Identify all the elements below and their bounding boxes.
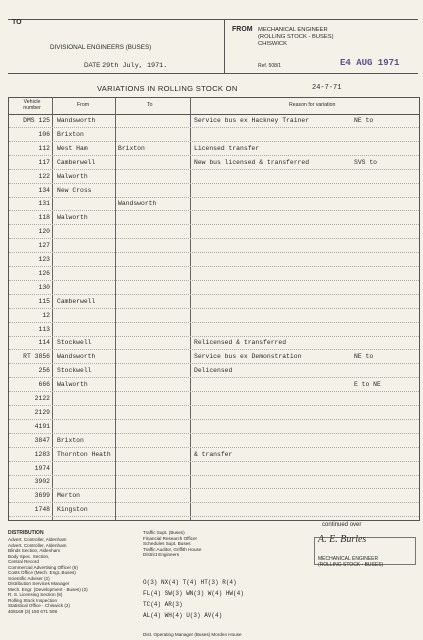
table-row [9, 449, 419, 462]
from-garage: Walworth [57, 172, 88, 180]
distribution-item: Advert. Controller, Aldenham [8, 542, 67, 548]
distribution-item: Advert. Controller, Aldenham [8, 537, 67, 542]
vehicle-number: 120 [38, 228, 50, 236]
vehicle-number: 106 [38, 130, 50, 138]
reason: Service bus ex Demonstration [194, 353, 302, 361]
distribution-item: TC(4) AR(3) [143, 601, 183, 608]
date-line [84, 62, 167, 70]
table-row [9, 365, 419, 378]
to-value: DIVISIONAL ENGINEERS (BUSES) [50, 44, 152, 51]
distribution-item: Rolling Stock Inspection [8, 597, 58, 603]
from-label: FROM [232, 26, 253, 33]
from-garage: West Ham [57, 144, 88, 152]
table-row [9, 282, 419, 295]
col-vehicle: Vehicle number [23, 99, 41, 111]
distribution-item: R. S. Licensing Section (8) [8, 592, 63, 597]
distribution-footer: Dist. Operating Manager (Buses) Morden House [143, 632, 242, 637]
distribution-item: Commercial Advertising Officer (6) [8, 564, 78, 570]
vehicle-number: 127 [38, 242, 50, 250]
col-from: From [77, 102, 90, 108]
signature-title-line: (ROLLING STOCK - BUSES) [318, 562, 384, 568]
table-row [9, 379, 419, 392]
from-garage: Kingston [57, 506, 88, 514]
vehicle-number: 3847 [34, 436, 50, 444]
date-label: DATE [84, 62, 101, 69]
distribution-item: Body Spec. Section, [8, 553, 50, 559]
vehicle-number: 134 [38, 186, 50, 194]
variations-table [8, 97, 420, 521]
vehicle-number: 112 [38, 144, 50, 152]
table-row [9, 115, 419, 128]
vehicle-number: 2129 [34, 408, 50, 416]
from-garage: Walworth [57, 214, 88, 222]
to-garage: Wandsworth [118, 200, 157, 208]
allocation-note: SVS to [354, 158, 378, 166]
table-row [9, 254, 419, 267]
col-reason: Reason for variation [289, 102, 336, 108]
distribution-list-left [8, 537, 126, 614]
table-row [9, 407, 419, 420]
from-garage: Thornton Heath [57, 450, 111, 458]
page-title: VARIATIONS IN ROLLING STOCK ON [97, 84, 238, 93]
vehicle-number: 117 [38, 158, 50, 166]
vehicle-number: 122 [38, 172, 50, 180]
from-garage: Camberwell [57, 158, 96, 166]
vehicle-number: 256 [38, 367, 50, 375]
table-row [9, 421, 419, 434]
table-row [9, 171, 419, 184]
from-line: MECHANICAL ENGINEER [258, 27, 328, 33]
vehicle-number: 126 [38, 269, 50, 277]
col-to: To [147, 102, 153, 108]
table-row [9, 185, 419, 198]
table-header [9, 98, 419, 115]
date-stamp: E4 AUG 1971 [340, 58, 400, 68]
signature-title-line: MECHANICAL ENGINEER [318, 556, 379, 562]
table-row [9, 324, 419, 337]
vehicle-number: 114 [38, 339, 50, 347]
table-row [9, 490, 419, 503]
from-garage: Brixton [57, 130, 84, 138]
from-garage: Merton [57, 492, 81, 500]
table-row [9, 296, 419, 309]
table-row [9, 393, 419, 406]
reason: Service bus ex Hackney Trainer [194, 117, 310, 124]
table-row [9, 268, 419, 281]
from-garage: Wandsworth [57, 353, 96, 361]
header-divider [224, 19, 225, 73]
from-garage: New Cross [57, 186, 92, 194]
from-garage: Brixton [57, 436, 84, 444]
allocation-note: NE to [354, 117, 374, 124]
distribution-title: DISTRIBUTION [8, 530, 44, 536]
table-row [9, 351, 419, 364]
vehicle-number: 123 [38, 256, 50, 263]
distribution-item: 408169 (3) 150 671 508 [8, 608, 58, 614]
allocation-note: NE to [354, 353, 374, 361]
to-label: TO [12, 19, 22, 26]
distribution-item: Blinds Section, Aldenham [8, 548, 61, 553]
from-line: (ROLLING STOCK - BUSES) [258, 34, 334, 41]
from-garage: Stockwell [57, 367, 92, 375]
table-row [9, 212, 419, 225]
vehicle-number: 115 [38, 297, 50, 305]
vehicle-number: 12 [42, 311, 50, 319]
from-garage: Wandsworth [57, 117, 96, 124]
vehicle-number: 1974 [34, 464, 50, 472]
distribution-item: Schedules Supt. Buses [143, 541, 191, 546]
vehicle-number: 666 [38, 381, 50, 389]
signature-title [318, 556, 383, 568]
reason: Relicensed & transferred [194, 339, 287, 347]
date-value: 29th July, 1971. [102, 62, 168, 70]
vehicle-number: DMS 125 [23, 117, 50, 124]
vehicle-number: 3699 [34, 492, 50, 500]
from-line: CHISWICK [258, 41, 287, 48]
table-row [9, 240, 419, 253]
vehicle-number: 1283 [34, 450, 50, 458]
from-value [258, 27, 334, 49]
distribution-item: Statistical Office - Chiswick (2) [8, 603, 70, 608]
distribution-item: Central Record [8, 559, 39, 564]
reason: Licensed transfer [194, 144, 260, 152]
vehicle-number: 130 [38, 283, 50, 291]
reason: New bus licensed & transferred [194, 158, 310, 166]
vehicle-number: 131 [38, 200, 50, 208]
allocation-note: E to NE [354, 381, 381, 389]
vehicle-number: 118 [38, 214, 50, 222]
distribution-item: AL(4) WH(4) U(3) AV(4) [143, 612, 223, 619]
reason: Delicensed [194, 367, 233, 375]
from-garage: Stockwell [57, 339, 92, 347]
table-row [9, 435, 419, 448]
table-row [9, 504, 419, 517]
vehicle-number: 113 [38, 325, 50, 333]
from-garage: Camberwell [57, 297, 96, 305]
vehicle-number: 2122 [34, 395, 50, 402]
distribution-item: Traffic Auditor, Griffith House [143, 546, 202, 552]
signature: A. E. Burles [318, 534, 367, 545]
table-row [9, 463, 419, 476]
distribution-item: Traffic Supt. (Buses) [143, 530, 185, 535]
vehicle-number: 1748 [34, 506, 50, 514]
table-row [9, 226, 419, 239]
table-row [9, 337, 419, 350]
continued-note: continued over [322, 522, 362, 528]
from-garage: Walworth [57, 381, 88, 389]
distribution-codes [143, 577, 244, 621]
table-row [9, 198, 419, 211]
reason: & transfer [194, 450, 233, 458]
reference-number: Ref. 508/1 [258, 63, 282, 69]
distribution-item: Distribution Services Manager [8, 581, 70, 586]
vehicle-number: 4191 [34, 422, 50, 430]
header-top-rule [8, 19, 418, 20]
table-row [9, 143, 419, 156]
table-row [9, 476, 419, 489]
distribution-item: FL(4) SW(3) WN(3) W(4) HW(4) [143, 590, 244, 597]
header-bottom-rule [8, 73, 418, 74]
distribution-item: Scientific Adviser (2) [8, 575, 50, 581]
table-row [9, 310, 419, 323]
table-row [9, 157, 419, 170]
distribution-item: Costs Office (Mech. Engr.,Buses) [8, 570, 76, 575]
vehicle-number: RT 3856 [23, 353, 50, 361]
distribution-item: O(3) NX(4) T(4) HT(3) R(4) [143, 579, 237, 586]
to-garage: Brixton [118, 144, 145, 152]
title-date: 24-7-71 [312, 84, 342, 92]
distribution-list-right [143, 530, 283, 558]
distribution-item: District Engineers [143, 552, 179, 557]
table-row [9, 129, 419, 142]
distribution-item: Mech. Engr. (Development - Buses) (2) [8, 586, 88, 592]
vehicle-number: 3902 [34, 478, 50, 486]
distribution-item: Financial Research Officer [143, 535, 198, 541]
